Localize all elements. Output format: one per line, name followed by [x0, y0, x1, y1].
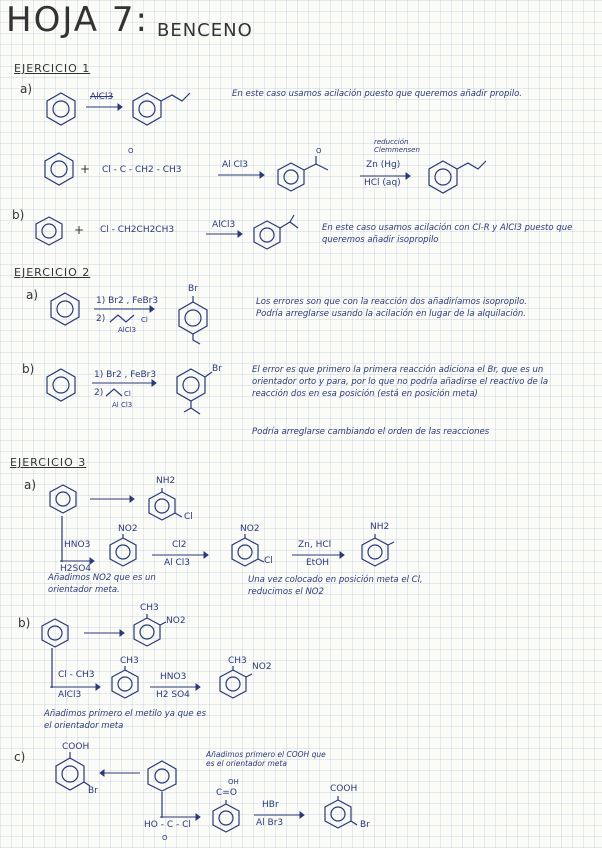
ej3-a-cl2: Cl2	[172, 540, 187, 550]
ej3-b-alcl3: AlCl3	[58, 690, 82, 700]
toluene	[110, 666, 140, 700]
reaction-arrow	[84, 630, 124, 636]
carbonyl-o: O	[316, 147, 322, 155]
ej1-b-note: En este caso usamos acilación con Cl-R y AlCl3 puesto que queremos añadir isopropilo	[322, 223, 573, 245]
plus-sign: +	[80, 162, 91, 176]
ejercicio-3-heading: EJERCICIO 3	[10, 456, 87, 469]
ej3-a-nh2b: NH2	[370, 522, 390, 532]
propiophenone	[276, 158, 332, 192]
isopropylbenzene	[252, 218, 302, 250]
ej2-a-br: Br	[188, 284, 198, 294]
ej3-a-alcl3: Al Cl3	[164, 558, 191, 568]
ej3-c-note: Añadimos primero el COOH que es el orientador meta	[206, 750, 326, 768]
ej3-c-oh: OH	[228, 778, 239, 786]
ej3-a-h2so4: H2SO4	[60, 564, 92, 574]
ej3-b-ch3: CH3	[140, 603, 159, 613]
benzene-ring	[34, 216, 64, 246]
ej3-a-note1: Añadimos NO2 que es un orientador meta.	[48, 573, 156, 595]
ej3-c-albr3: Al Br3	[256, 818, 284, 828]
ej3-b-label: b)	[18, 616, 31, 630]
ej2-b-note: El error es que primero la primera reacción adiciona el Br, que es un orientador orto y para, por lo que no podría añadirse el reactivo de la reacción dos en esa posición (está en posición meta)	[252, 365, 549, 399]
ej3-b-ch3b: CH3	[120, 656, 139, 666]
propyl-chloride: Cl - CH2CH2CH3	[100, 225, 175, 235]
ej3-c-cooh: COOH	[62, 742, 90, 752]
reaction-arrow	[90, 496, 134, 502]
ej2-b-br: Br	[212, 364, 222, 374]
ej3-a-no2b: NO2	[240, 524, 260, 534]
ej3-c-o: O	[162, 834, 168, 842]
propylbenzene	[130, 92, 190, 126]
ej3-c-hbr: HBr	[262, 800, 279, 810]
bromobenzoic-acid	[322, 796, 362, 832]
ej2-b-note2: Podría arreglarse cambiando el orden de las reacciones	[252, 427, 490, 437]
nitrobenzene	[108, 534, 138, 568]
ej2-a-step2: 2)	[96, 314, 106, 324]
ej3-c-br2: Br	[360, 820, 370, 830]
benzoic-acid-ring	[210, 800, 242, 832]
reduction-acid: HCl (aq)	[364, 178, 401, 188]
ejercicio-1-heading: EJERCICIO 1	[14, 62, 91, 75]
ej2-b-cl: Cl	[124, 390, 131, 398]
ej3-c-cooh2: COOH	[330, 784, 358, 794]
page-title: HOJA 7:	[6, 0, 149, 40]
propanoyl-chloride: Cl - C - CH2 - CH3	[102, 165, 182, 175]
benzene-ring	[40, 618, 70, 648]
ej3-b-no2c: NO2	[252, 662, 272, 672]
ej3-c-label: c)	[14, 750, 26, 764]
ej2-b-alcl3: Al Cl3	[112, 401, 133, 409]
reaction-arrow	[206, 231, 242, 237]
bromo-propylbenzene	[176, 296, 210, 344]
ej1-a-reagent: AlCl3	[90, 92, 114, 102]
ej2-b-step2: 2)	[94, 388, 104, 398]
plus-sign: +	[74, 223, 85, 237]
ej2-a-note: Los errores son que con la reacción dos añadiríamos isopropilo. Podría arreglarse usando la acilación en lugar de la alquilación.	[256, 297, 528, 319]
propylbenzene	[426, 160, 486, 194]
benzene-ring	[48, 484, 78, 514]
ej3-c-br: Br	[88, 786, 98, 796]
carbonyl-o: O	[128, 147, 134, 155]
ej3-a-hno3: HNO3	[64, 540, 91, 550]
ej3-b-note: Añadimos primero el metilo ya que es el orientador meta	[44, 709, 207, 731]
ej3-c-reagent: HO - C - Cl	[144, 820, 191, 830]
ej3-a-cl: Cl	[184, 512, 193, 522]
reduction-reagent: Zn (Hg)	[366, 160, 401, 170]
ej3-a-label: a)	[24, 478, 37, 492]
chloroaniline	[360, 534, 400, 568]
catalyst-label: AlCl3	[212, 220, 236, 230]
ej2-a-step1: 1) Br2 , FeBr3	[96, 296, 159, 306]
ej3-a-zn: Zn, HCl	[298, 540, 332, 550]
reaction-arrow	[86, 104, 122, 110]
ej3-b-ch3c: CH3	[228, 656, 247, 666]
ej3-a-no2: NO2	[118, 524, 138, 534]
propyl-chain	[110, 312, 140, 324]
ej3-c-co: C=O	[216, 788, 237, 798]
clemmensen-note: reducción Clemmensen	[374, 138, 420, 154]
ej3-b-h2so4: H2 SO4	[156, 690, 190, 700]
ej2-b-label: b)	[22, 362, 35, 376]
catalyst-label: Al Cl3	[222, 160, 249, 170]
ej2-b-step1: 1) Br2 , FeBr3	[94, 370, 157, 380]
ej3-a-nh2: NH2	[156, 476, 176, 486]
ej3-b-no2: NO2	[166, 616, 186, 626]
ej3-a-etoh: EtOH	[306, 558, 330, 568]
ej3-a-note2: Una vez colocado en posición meta el Cl, reducimos el NO2	[248, 575, 423, 597]
down-arrow	[46, 648, 58, 688]
benzene-ring	[48, 292, 82, 326]
ej2-a-alcl3: AlCl3	[118, 326, 137, 334]
ej3-a-clb: Cl	[264, 556, 273, 566]
page-subtitle: BENCENO	[157, 20, 253, 41]
benzene-ring	[44, 368, 78, 402]
reaction-arrow-left	[100, 770, 140, 776]
benzene-ring	[44, 92, 78, 126]
ej1-b-label: b)	[12, 208, 25, 222]
reaction-arrow	[218, 172, 264, 178]
ej2-a-cl: Cl	[141, 316, 148, 324]
benzene-ring	[146, 760, 178, 792]
bromo-propiophenone	[174, 368, 218, 420]
ej1-a-note: En este caso usamos acilación puesto que queremos añadir propilo.	[232, 89, 522, 99]
ej3-b-clch3: Cl - CH3	[58, 670, 95, 680]
ej1-a-label: a)	[20, 82, 33, 96]
benzene-ring	[42, 152, 76, 186]
ejercicio-2-heading: EJERCICIO 2	[14, 266, 91, 279]
ej3-b-hno3: HNO3	[160, 672, 187, 682]
ej2-a-label: a)	[26, 288, 39, 302]
